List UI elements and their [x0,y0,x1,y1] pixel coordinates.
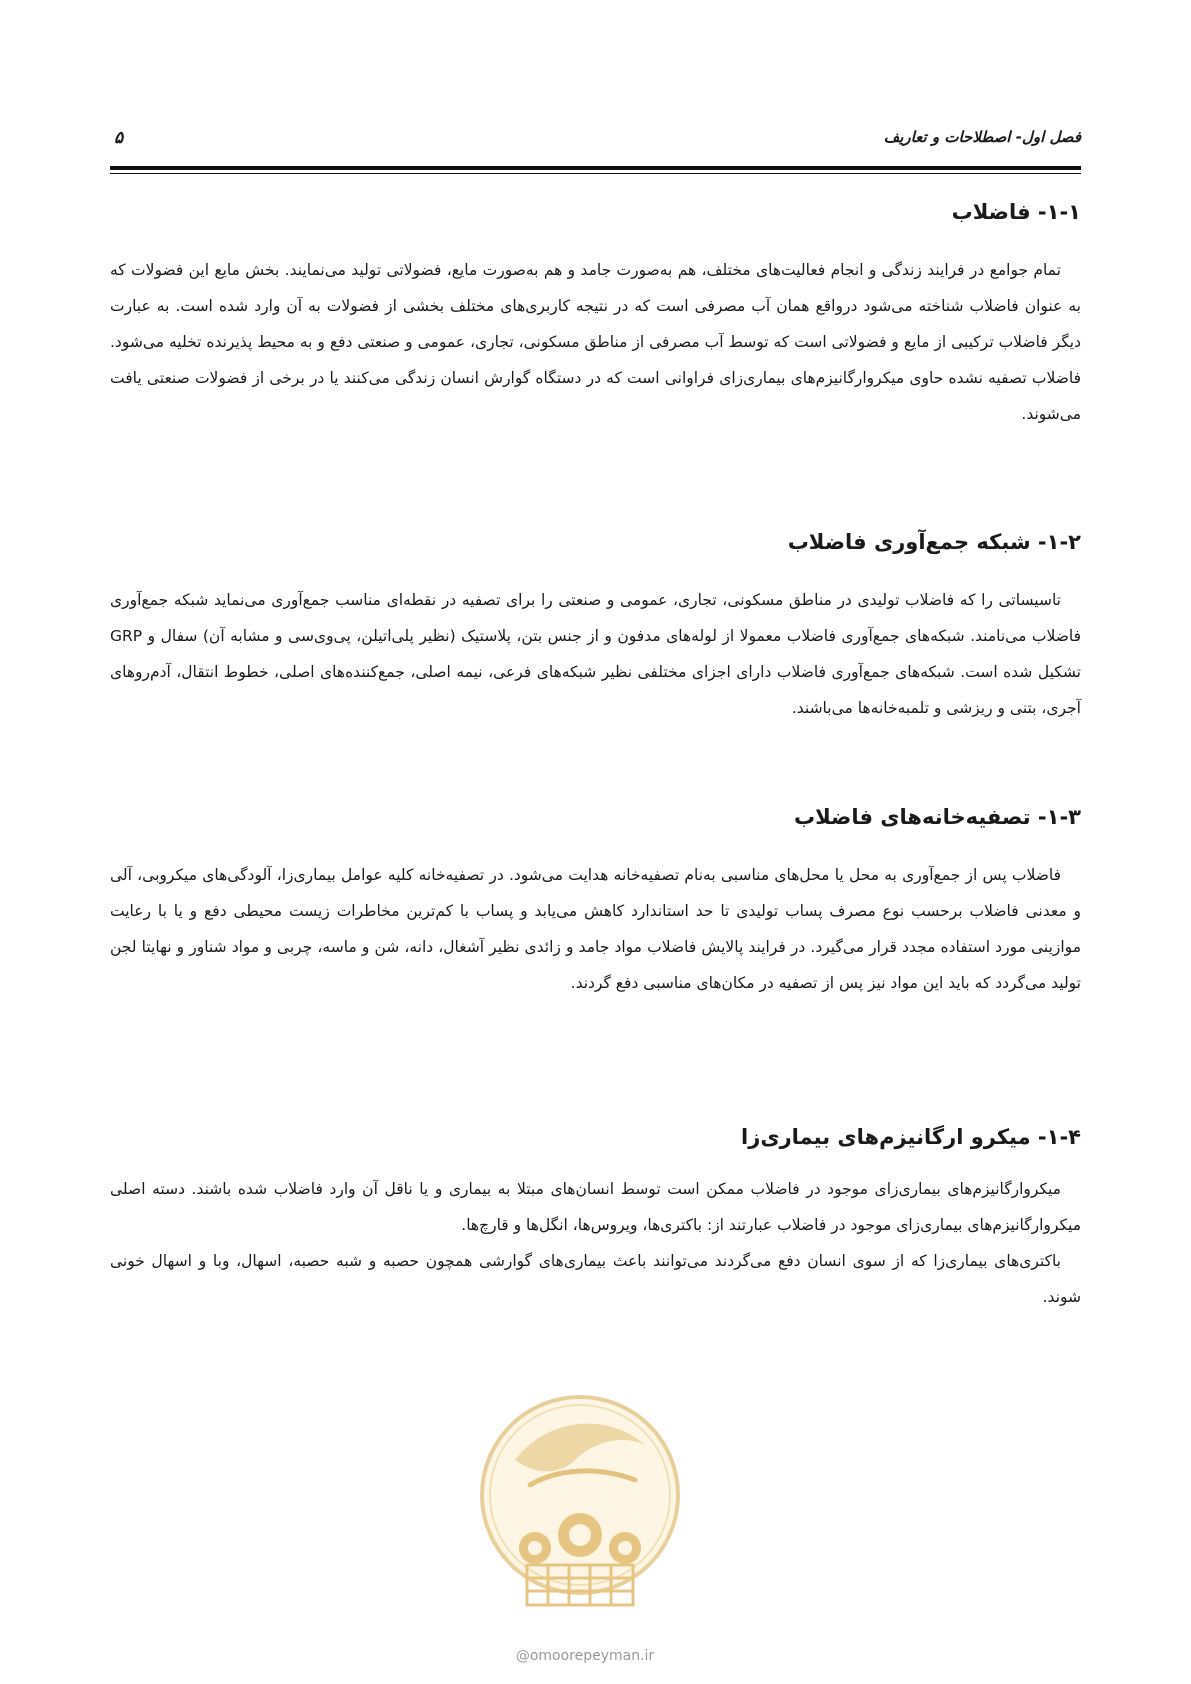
section-treatment-plants [110,797,1081,1001]
watermark-url: @omoorepeyman.ir [515,1648,655,1664]
section-title: ۱-۱- فاضلاب [951,200,1081,224]
section-wastewater [110,192,1081,432]
paragraph: تمام جوامع در فرایند زندگی و انجام فعالیت‌های مختلف، هم به‌صورت جامد و هم به‌صورت مایع، فضولاتی تولید می‌نمایند. بخش مایع این فضولات که به عنوان فاضلاب شناخته می‌شود درواقع همان آب مصرفی است که در نتیجه کاربری‌های مختلف بخشی از فضولات به آن وارد شده است. به عبارت دیگر فاضلاب ترکیبی از مایع و فضولاتی است که توسط آب مصرفی از مناطق مسکونی، تجاری، عمومی و صنعتی دفع و به محیط پذیرنده تخلیه می‌شود. فاضلاب تصفیه نشده حاوی میکروارگانیزم‌های بیماری‌زای فراوانی است که در دستگاه گوارش انسان زندگی می‌کنند یا در برخی از فضولات صنعتی یافت می‌شوند. [110,261,1081,423]
paragraph: فاضلاب پس از جمع‌آوری به محل یا محل‌های مناسبی به‌نام تصفیه‌خانه هدایت می‌شود. در تصفیه‌خانه کلیه عوامل بیماری‌زا، آلودگی‌های میکروبی، آلی و معدنی فاضلاب برحسب نوع مصرف پساب تولیدی تا حد استاندارد کاهش می‌یابد و پساب با کم‌ترین مخاطرات زیست محیطی دفع و یا با رعایت موازینی مورد استفاده مجدد قرار می‌گیرد. در فرایند پالایش فاضلاب مواد جامد و زائدی نظیر آشغال، دانه، شن و ماسه، چربی و مواد شناور و نهایتا لجن تولید می‌گردد که باید این مواد نیز پس از تصفیه در مکان‌های مناسبی دفع گردند. [110,866,1081,992]
paragraph: میکروارگانیزم‌های بیماری‌زای موجود در فاضلاب ممکن است توسط انسان‌های مبتلا به بیماری و یا ناقل آن وارد فاضلاب شده باشند. دسته اصلی میکروارگانیزم‌های بیماری‌زای موجود در فاضلاب عبارتند از: باکتری‌ها، ویروس‌ها، انگل‌ها و قارچ‌ها. [110,1180,1081,1234]
section-title: ۱-۳- تصفیه‌خانه‌های فاضلاب [793,805,1081,829]
header-rule-thick [110,166,1081,170]
section-title: ۱-۲- شبکه جمع‌آوری فاضلاب [787,530,1081,554]
page-number: ۵ [114,128,124,148]
running-header [110,128,1081,162]
section-title: ۱-۴- میکرو ارگانیزم‌های بیماری‌زا [741,1125,1081,1149]
section-collection-network [110,522,1081,726]
paragraph: تاسیساتی را که فاضلاب تولیدی در مناطق مسکونی، تجاری، عمومی و صنعتی را برای تصفیه در نقطه‌ای مناسب جمع‌آوری می‌نماید شبکه جمع‌آوری فاضلاب می‌نامند. شبکه‌های جمع‌آوری فاضلاب معمولا از لوله‌های مدفون و از جنس بتن، پلاستیک (نظیر پلی‌اتیلن، پی‌وی‌سی و مشابه آن) سفال و GRP تشکیل شده است. شبکه‌های جمع‌آوری فاضلاب دارای اجزای مختلفی نظیر شبکه‌های فرعی، نیمه اصلی، جمع‌کننده‌های اصلی، خطوط انتقال، آدم‌روهای آجری، بتنی و ریزشی و تلمبه‌خانه‌ها می‌باشند. [110,591,1081,717]
paragraph: باکتری‌های بیماری‌زا که از سوی انسان دفع می‌گردند می‌توانند باعث بیماری‌های گوارشی همچون حصبه و شبه حصبه، اسهال، وبا و اسهال خونی شوند. [110,1252,1081,1306]
watermark-logo [475,1390,685,1640]
header-rule-thin [110,173,1081,174]
chapter-title: فصل اول- اصطلاحات و تعاریف [883,128,1081,146]
section-pathogens [110,1117,1081,1315]
